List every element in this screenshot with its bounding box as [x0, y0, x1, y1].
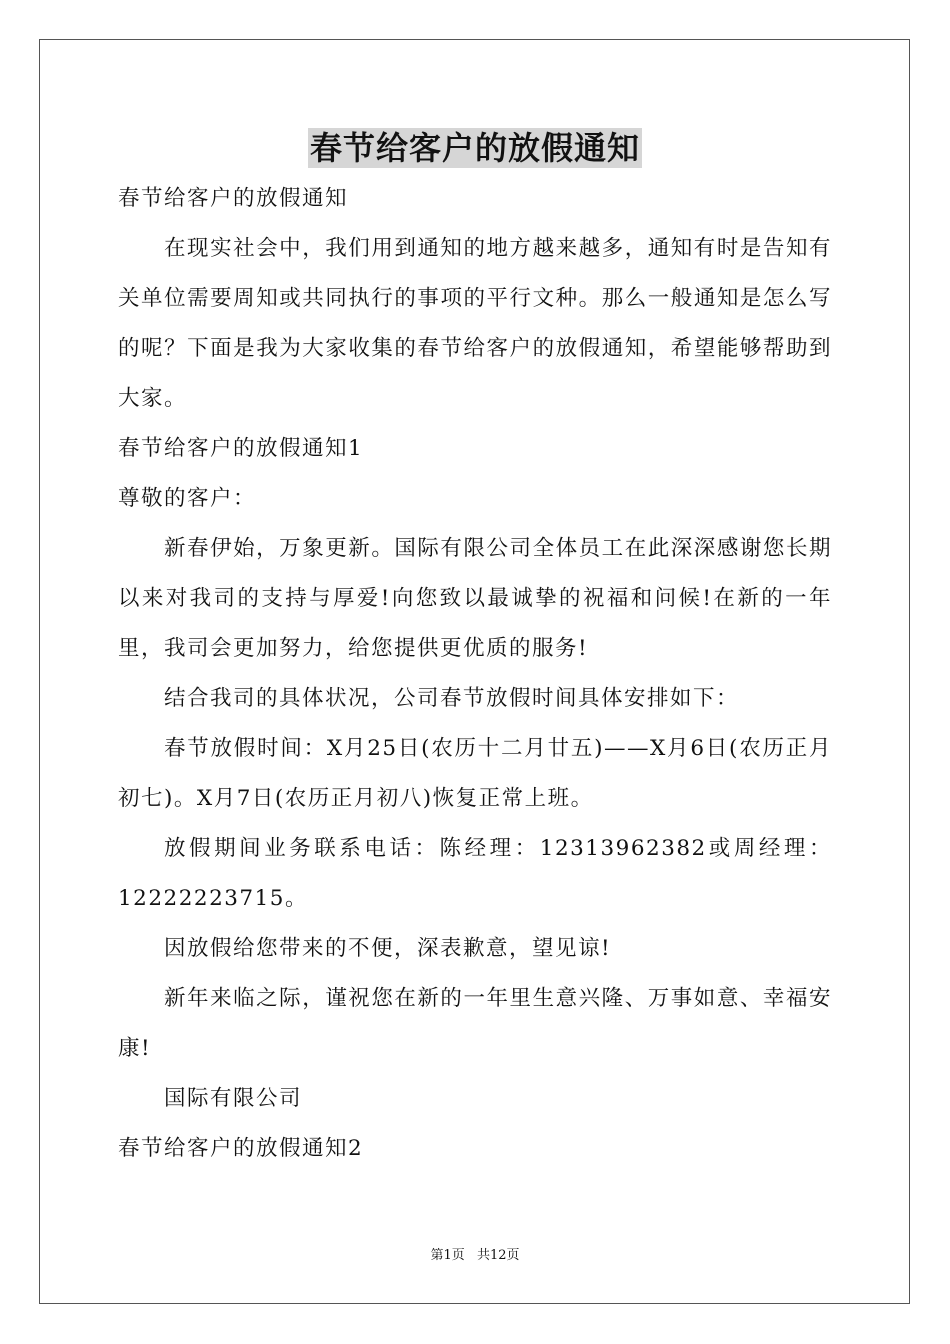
signature: 国际有限公司	[164, 1086, 303, 1111]
section-heading-1: 春节给客户的放假通知1	[118, 436, 364, 461]
wishes-paragraph: 新年来临之际，谨祝您在新的一年里生意兴隆、万事如意、幸福安康!	[118, 986, 832, 1061]
holiday-time-paragraph: 春节放假时间：X月25日(农历十二月廿五)——X月6日(农历正月初七)。X月7日(农历正月初八)恢复正常上班。	[118, 736, 832, 811]
section-heading-2: 春节给客户的放假通知2	[118, 1136, 364, 1161]
salutation: 尊敬的客户：	[118, 486, 257, 511]
arrangement-intro: 结合我司的具体状况，公司春节放假时间具体安排如下：	[164, 686, 740, 711]
greeting-paragraph: 新春伊始，万象更新。国际有限公司全体员工在此深深感谢您长期以来对我司的支持与厚爱!向您致以最诚挚的祝福和问候!在新的一年里，我司会更加努力，给您提供更优质的服务!	[118, 536, 832, 661]
page-footer	[0, 1248, 950, 1264]
document-title-wrap	[0, 128, 950, 168]
contact-paragraph: 放假期间业务联系电话：陈经理：12313962382或周经理：12222223715。	[118, 836, 832, 911]
page-number: 第1页	[430, 1248, 465, 1263]
subtitle-paragraph: 春节给客户的放假通知	[118, 186, 349, 211]
intro-paragraph: 在现实社会中，我们用到通知的地方越来越多，通知有时是告知有关单位需要周知或共同执行的事项的平行文种。那么一般通知是怎么写的呢？下面是我为大家收集的春节给客户的放假通知，希望能够帮助到大家。	[118, 236, 832, 411]
document-body	[118, 174, 832, 1174]
page-total: 共12页	[476, 1248, 520, 1263]
apology-paragraph: 因放假给您带来的不便，深表歉意，望见谅!	[164, 936, 612, 961]
document-title: 春节给客户的放假通知	[309, 129, 640, 167]
